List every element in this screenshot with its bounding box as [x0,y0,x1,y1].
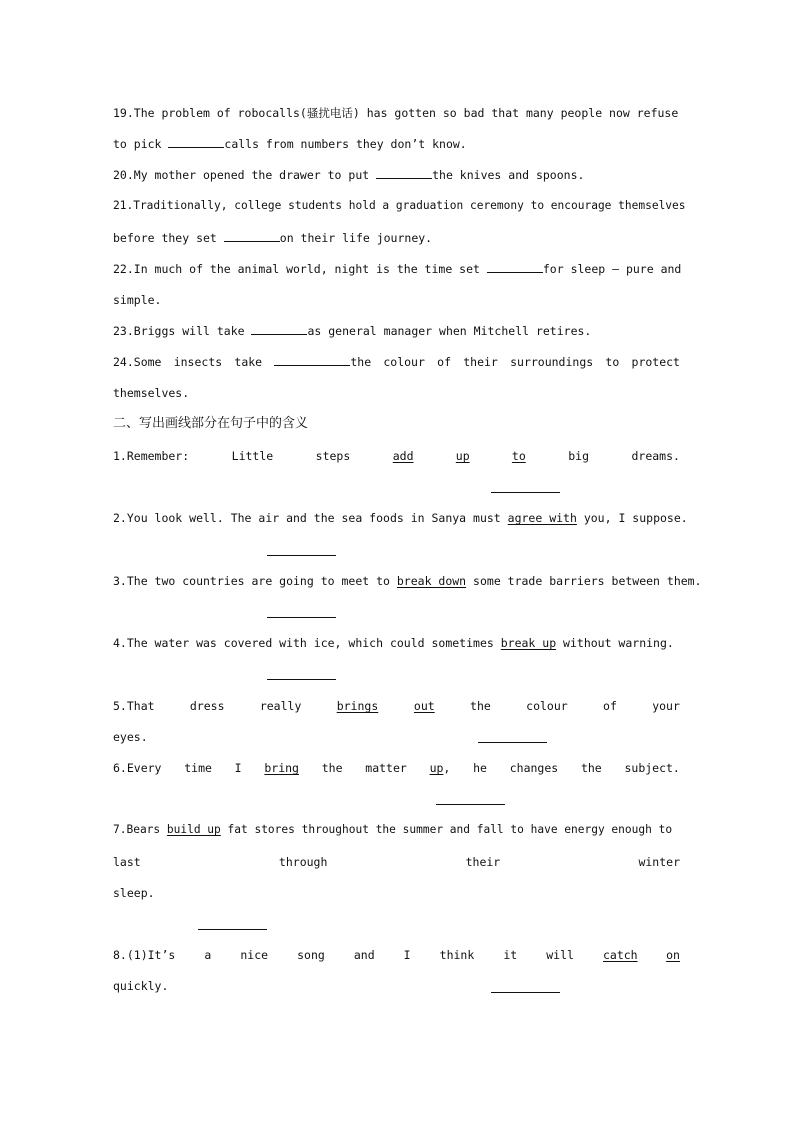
answer-blank[interactable] [267,555,336,556]
question-22-line2: simple. [113,293,162,307]
sentence-2: 2.You look well. The air and the sea foods in Sanya must agree with you, I suppose. [113,511,688,525]
sentence-3: 3.The two countries are going to meet to break down some trade barriers between them. [113,574,702,588]
sentence-7-line1: 7.Bears build up fat stores throughout the summer and fall to have energy enough to [113,823,673,836]
question-19-line2: to pick calls from numbers they don’t know. [113,137,467,151]
answer-blank[interactable] [251,323,307,335]
answer-blank[interactable] [478,742,547,743]
underlined-phrase: break down [396,574,467,588]
question-20: 20.My mother opened the drawer to put the knives and spoons. [113,168,585,182]
answer-blank[interactable] [267,617,336,618]
question-21-line2: before they set on their life journey. [113,231,433,245]
answer-blank[interactable] [267,679,336,680]
sentence-7-line3: sleep. [113,886,155,900]
underlined-word: up [429,761,444,775]
sentence-8-line2: quickly. [113,979,169,993]
answer-blank[interactable] [487,261,543,273]
answer-blank[interactable] [491,992,560,993]
sentence-1: 1.Remember: Little steps add up to big dreams. [113,449,680,463]
question-24-line2: themselves. [113,386,190,400]
sentence-5-line1: 5.That dress really brings out the colour of your [113,699,680,713]
answer-blank[interactable] [224,230,280,242]
question-19-line1: 19.The problem of robocalls(骚扰电话) has gotten so bad that many people now refuse [113,106,679,120]
question-21-line1: 21.Traditionally, college students hold a graduation ceremony to encourage themselves [113,199,686,212]
underlined-phrase: brings out [336,699,435,713]
sentence-8-line1: 8.(1)It’s a nice song and I think it will catch on [113,948,680,962]
underlined-phrase: add up to [392,449,526,463]
underlined-phrase: break up [500,636,557,650]
answer-blank[interactable] [376,167,432,179]
question-22-line1: 22.In much of the animal world, night is the time set for sleep — pure and [113,262,682,276]
answer-blank[interactable] [274,354,350,366]
question-23: 23.Briggs will take as general manager when Mitchell retires. [113,324,592,338]
sentence-7-line2: last through their winter [113,855,680,869]
answer-blank[interactable] [198,929,267,930]
sentence-5-line2: eyes. [113,730,148,744]
underlined-phrase: catch on [602,948,680,962]
answer-blank[interactable] [491,492,560,493]
underlined-phrase: build up [166,823,221,836]
answer-blank[interactable] [168,136,224,148]
sentence-4: 4.The water was covered with ice, which could sometimes break up without warning. [113,636,674,650]
underlined-phrase: agree with [507,511,577,525]
answer-blank[interactable] [436,804,505,805]
question-24-line1: 24.Some insects take the colour of their surroundings to protect [113,355,680,369]
section-heading: 二、写出画线部分在句子中的含义 [113,416,309,431]
sentence-6: 6.Every time I bring the matter up, he changes the subject. [113,761,680,775]
underlined-word: bring [264,761,299,775]
